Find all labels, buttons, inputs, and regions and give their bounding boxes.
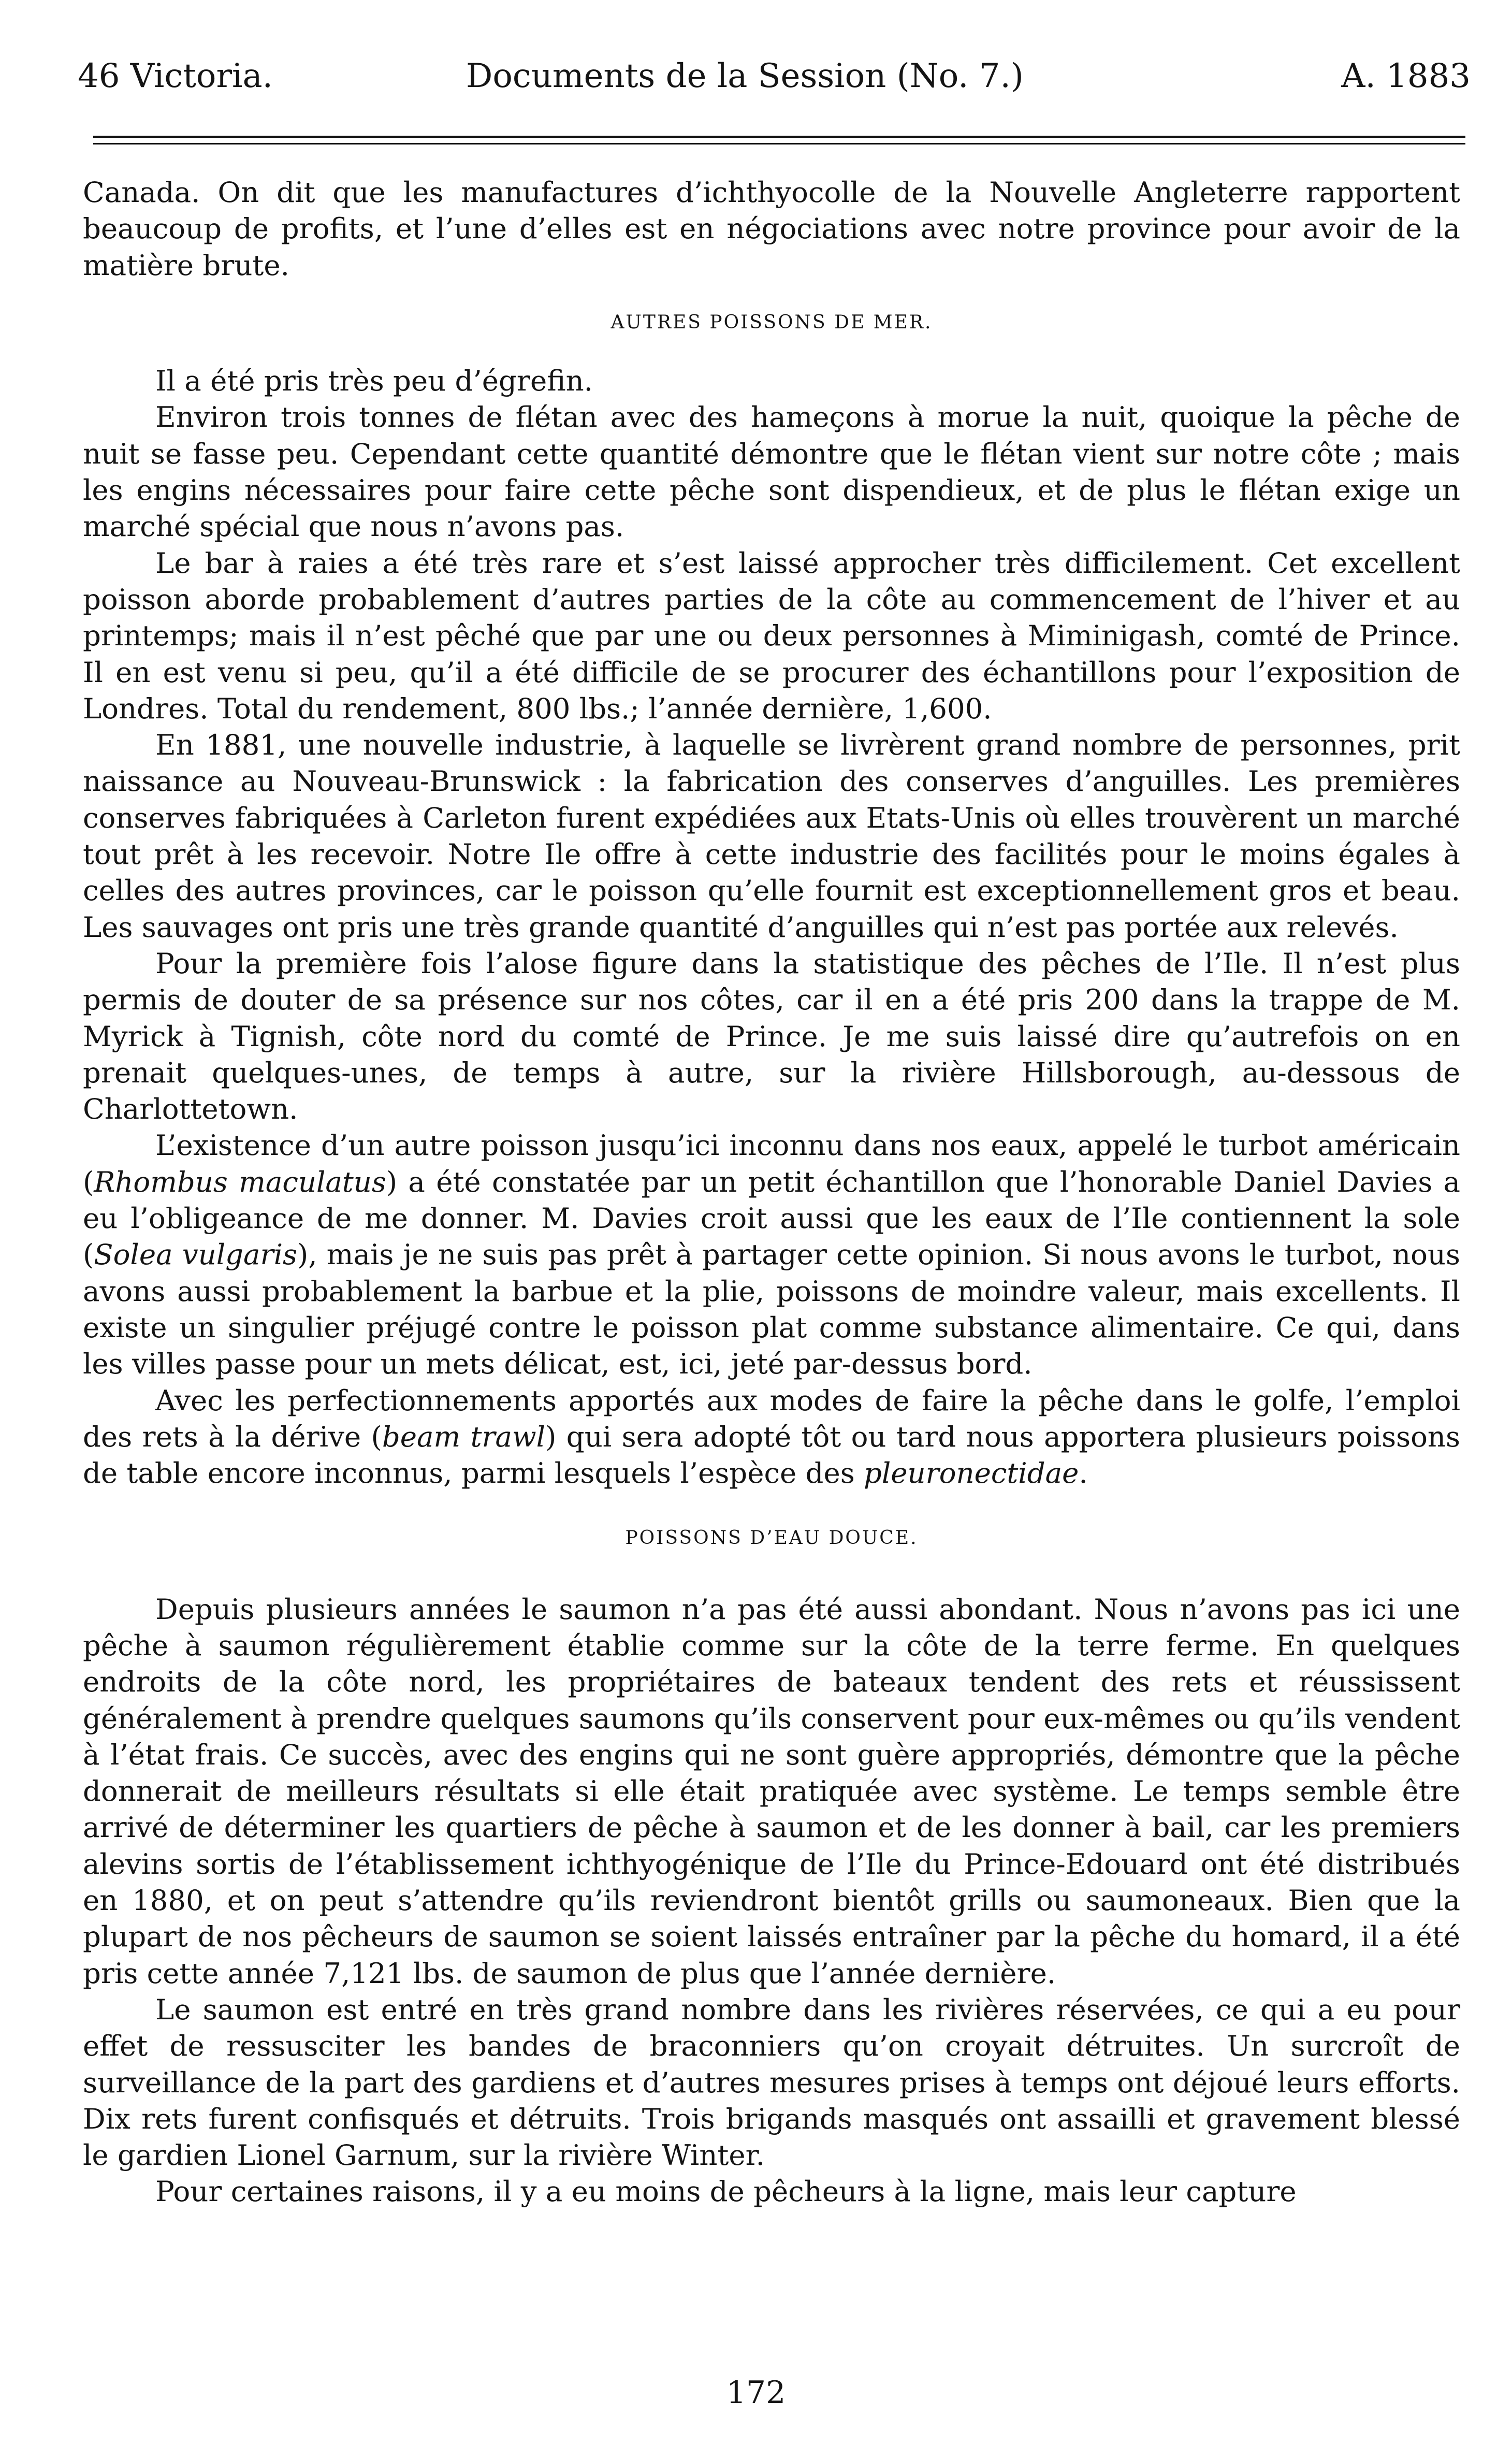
paragraph-eels: En 1881, une nouvelle industrie, à laquelle se livrèrent grand nombre de personnes, prit naissance au Nouveau-Brunswick : la fabrication des conserves d’anguilles. Les premières conserves fabriquées à Carleton furent expédiées aux Etats-Unis où elles trouvèrent un marché tout prêt à les recevoir. Notre Ile offre à cette industrie des facilités pour le moins égales à celles des autres provinces, car le poisson qu’elle fournit est exceptionnellement gros et beau. Les sauvages ont pris une très grande quantité d’anguilles qui n’est pas portée aux relevés. (83, 728, 1460, 944)
paragraph-anglers: Pour certaines raisons, il y a eu moins de pêcheurs à la ligne, mais leur capture (155, 2175, 1297, 2208)
paragraph-shad: Pour la première fois l’alose figure dans la statistique des pêches de l’Ile. Il n’est plus permis de douter de sa présence sur nos côtes, car il en a été pris 200 dans la trappe de M. Myrick à Tignish, côte nord du comté de Prince. Je me suis laissé dire qu’autrefois on en prenait quelques-unes, de temps à autre, sur la rivière Hillsborough, au-dessous de Charlottetown. (83, 946, 1460, 1126)
turbot-text-a: L’existence d’un autre poisson jusqu’ici inconnu dans nos eaux, appelé le turbot américain ( (83, 1129, 1460, 1198)
header-rule-thin (93, 143, 1465, 144)
trawl-text-a: Avec les perfectionnements apportés aux modes de faire la pêche dans le golfe, l’emploi des rets à la dérive ( (83, 1383, 1460, 1453)
term-beam-trawl: beam trawl (382, 1420, 546, 1453)
paragraph-poachers: Le saumon est entré en très grand nombre dans les rivières réservées, ce qui a eu pour effet de ressusciter les bandes de braconniers qu’on croyait détruites. Un surcroît de surveillance de la part des gardiens et d’autres mesures prises à temps ont déjoué leurs efforts. Dix rets furent confisqués et détruits. Trois brigands masqués ont assailli et gravement blessé le gardien Lionel Garnum, sur la rivière Winter. (83, 1992, 1460, 2172)
header-rule-thick (93, 136, 1465, 138)
trawl-text-c: . (1079, 1456, 1088, 1490)
species-rhombus: Rhombus maculatus (94, 1165, 386, 1198)
paragraph-striped-bass: Le bar à raies a été très rare et s’est laissé approcher très difficilement. Cet excellent poisson aborde probablement d’autres parties de la côte au commencement de l’hiver et au printemps; mais il n’est pêché que par une ou deux personnes à Miminigash, comté de Prince. Il en est venu si peu, qu’il a été difficile de se procurer des échantillons pour l’exposition de Londres. Total du rendement, 800 lbs.; l’année dernière, 1,600. (83, 546, 1460, 725)
section-heading-sea-fish: AUTRES POISSONS DE MER. (610, 311, 933, 333)
running-header (78, 48, 1471, 105)
species-pleuronectidae: pleuronectidae (863, 1456, 1079, 1490)
turbot-text-b: ) a été constatée par un petit échantillon que l’honorable Daniel Davies a eu l’obligeance de me donner. M. Davies croit aussi que les eaux de l’Ile contiennent la sole ( (83, 1165, 1460, 1271)
page-number: 172 (726, 2375, 786, 2411)
section-heading-freshwater-fish: POISSONS D’EAU DOUCE. (625, 1527, 918, 1549)
header-title: Documents de la Session (No. 7.) (466, 57, 1024, 95)
paragraph-continuation: Canada. On dit que les manufactures d’ichthyocolle de la Nouvelle Angleterre rapportent beaucoup de profits, et l’une d’elles est en négociations avec notre province pour avoir de la matière brute. (83, 176, 1460, 282)
paragraph-salmon: Depuis plusieurs années le saumon n’a pas été aussi abondant. Nous n’avons pas ici une pêche à saumon régulièrement établie comme sur la côte de la terre ferme. En quelques endroits de la côte nord, les propriétaires de bateaux tendent des rets et réussissent généralement à prendre quelques saumons qu’ils conservent pour eux-mêmes ou qu’ils vendent à l’état frais. Ce succès, avec des engins qui ne sont guère appropriés, démontre que la pêche donnerait de meilleurs résultats si elle était pratiquée avec système. Le temps semble être arrivé de déterminer les quartiers de pêche à saumon et de les donner à bail, car les premiers alevins sortis de l’établissement ichthyogénique de l’Ile du Prince-Edouard ont été distribués en 1880, et on peut s’attendre qu’ils reviendront bientôt grills ou saumoneaux. Bien que la plupart de nos pêcheurs de saumon se soient laissés entraîner par la pêche du homard, il a été pris cette année 7,121 lbs. de saumon de plus que l’année dernière. (83, 1592, 1460, 1990)
paragraph-turbot (83, 1127, 1460, 1382)
paragraph-beam-trawl (83, 1382, 1460, 1492)
body-text (83, 174, 1460, 2210)
species-solea: Solea vulgaris (94, 1238, 297, 1271)
header-volume: 46 Victoria. (78, 57, 273, 95)
trawl-text-b: ) qui sera adopté tôt ou tard nous apportera plusieurs poissons de table encore inconnus, parmi lesquels l’espèce des (83, 1420, 1460, 1490)
header-year: A. 1883 (1341, 57, 1471, 95)
turbot-text-c: ), mais je ne suis pas prêt à partager cette opinion. Si nous avons le turbot, nous avons aussi probablement la barbue et la plie, poissons de moindre valeur, mais excellents. Il existe un singulier préjugé contre le poisson plat comme substance alimentaire. Ce qui, dans les villes passe pour un mets délicat, est, ici, jeté par-dessus bord. (83, 1238, 1460, 1381)
paragraph-halibut: Environ trois tonnes de flétan avec des hameçons à morue la nuit, quoique la pêche de nuit se fasse peu. Cependant cette quantité démontre que le flétan vient sur notre côte ; mais les engins nécessaires pour faire cette pêche sont dispendieux, et de plus le flétan exige un marché spécial que nous n’avons pas. (83, 400, 1460, 543)
paragraph-haddock: Il a été pris très peu d’égrefin. (155, 364, 593, 398)
header-double-rule (93, 136, 1465, 144)
